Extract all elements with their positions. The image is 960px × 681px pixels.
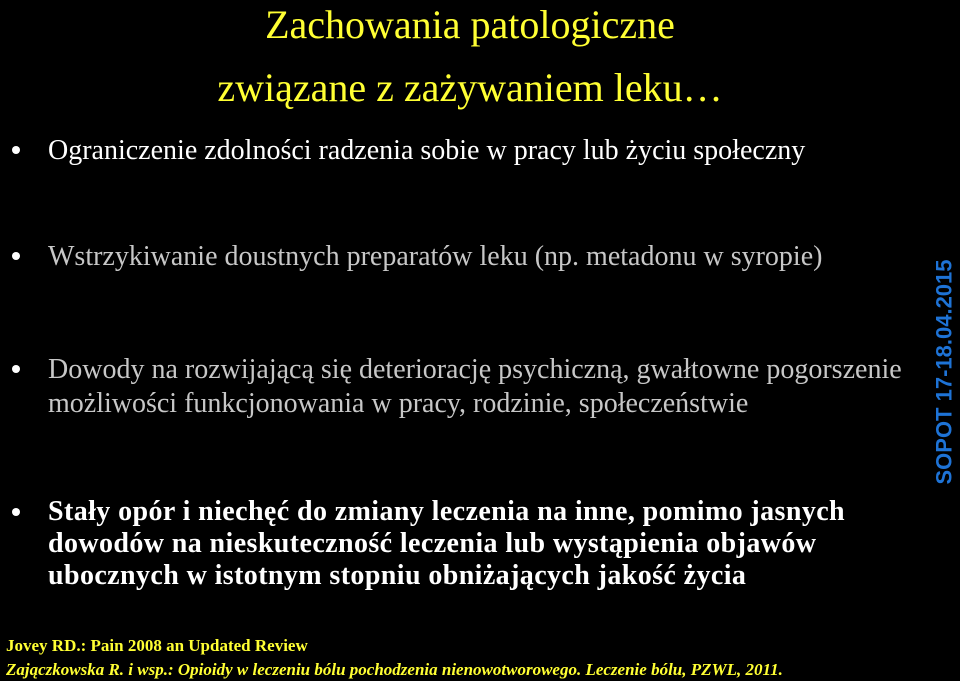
reference-2: Zajączkowska R. i wsp.: Opioidy w leczeniu bólu pochodzenia nienowotworowego. Leczenie bólu, PZWL, 2011. [6, 660, 783, 679]
bullet-dot-icon [12, 146, 20, 154]
slide-title-line-2: związane z zażywaniem leku… [217, 65, 723, 110]
reference-1: Jovey RD.: Pain 2008 an Updated Review [6, 636, 308, 655]
bullet-text: Dowody na rozwijającą się deteriorację psychiczną, gwałtowne pogorszenie możliwości funkcjonowania w pracy, rodzinie, społeczeństwie [48, 354, 902, 419]
bullet-text: Wstrzykiwanie doustnych preparatów leku (np. metadonu w syropie) [48, 241, 823, 272]
bullet-text: Ograniczenie zdolności radzenia sobie w pracy lub życiu społeczny [48, 135, 806, 166]
slide-title-line-1: Zachowania patologiczne [265, 2, 675, 47]
event-date-text: SOPOT 17-18.04.2015 [932, 259, 957, 485]
bullet-dot-icon [12, 508, 20, 516]
bullet-dot-icon [12, 252, 20, 260]
bullet-text: Stały opór i niechęć do zmiany leczenia na inne, pomimo jasnych dowodów na nieskuteczność leczenia lub wystąpienia objawów ubocznych w istotnym stopniu obniżających jakość życia [48, 496, 846, 591]
event-date-label [926, 248, 960, 496]
bullet-dot-icon [12, 365, 20, 373]
